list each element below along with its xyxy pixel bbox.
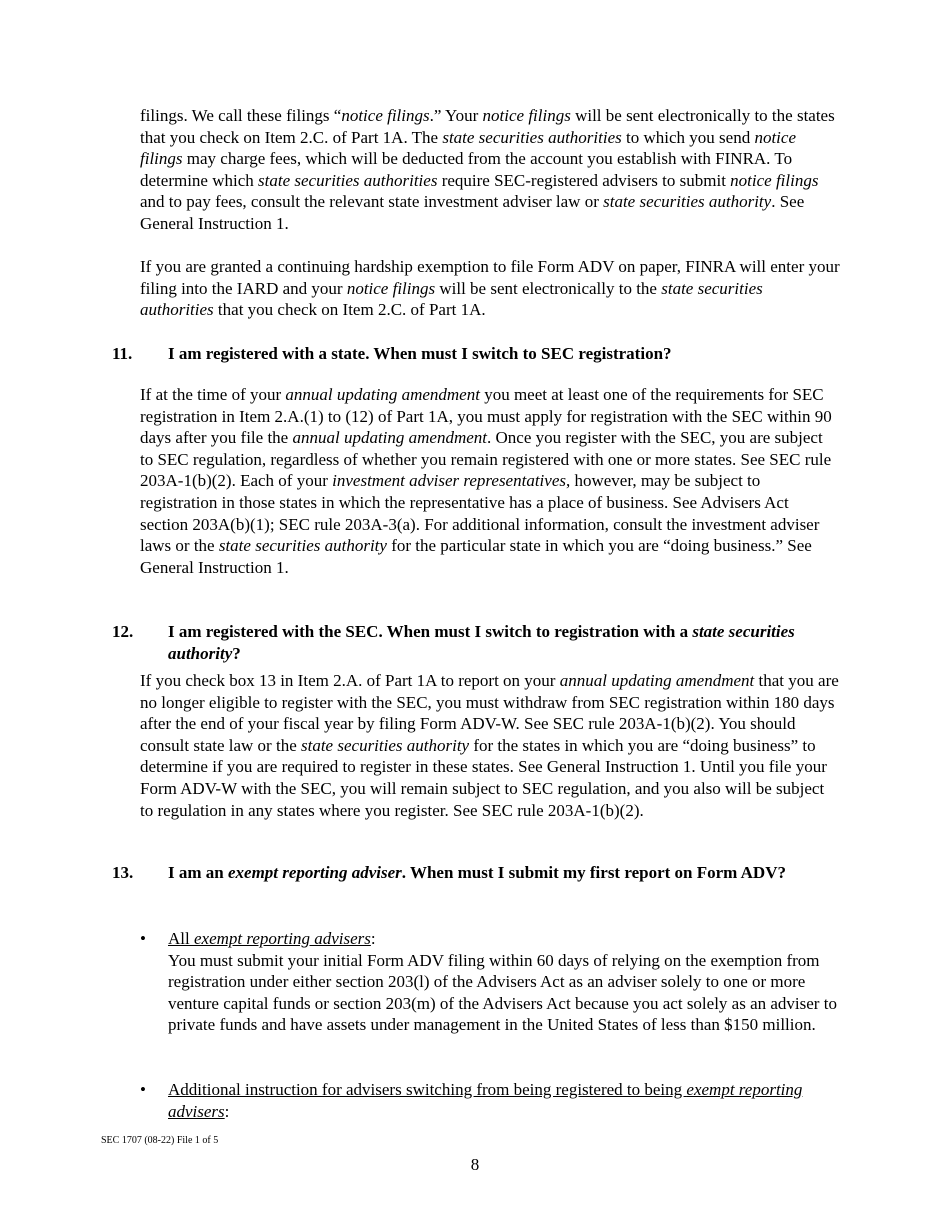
question-title: I am registered with the SEC. When must I switch to registration with a state securities authority?	[168, 622, 795, 663]
question-title: I am registered with a state. When must I switch to SEC registration?	[168, 344, 672, 363]
bullet-heading: Additional instruction for advisers switching from being registered to being exempt reporting advisers:	[168, 1080, 803, 1121]
paragraph-switch-to-state: If you check box 13 in Item 2.A. of Part 1A to report on your annual updating amendment that you are no longer eligible to register with the SEC, you must withdraw from SEC registration within 180 days after the end of your fiscal year by filing Form ADV-W. See SEC rule 203A-1(b)(2). You should consult state law or the state securities authority for the states in which you are “doing business” to determine if you are required to register in these states. See General Instruction 1. Until you file your Form ADV-W with the SEC, you will remain subject to SEC regulation, and you also will be subject to regulation in any states where you register. See SEC rule 203A-1(b)(2).	[140, 671, 839, 820]
page-number: 8	[470, 1155, 480, 1174]
question-title: I am an exempt reporting adviser. When must I submit my first report on Form ADV?	[168, 863, 786, 882]
bullet-icon: •	[140, 929, 146, 948]
bullet-heading: All exempt reporting advisers:	[168, 929, 376, 948]
question-number: 11.	[112, 344, 133, 363]
form-footer: SEC 1707 (08-22) File 1 of 5	[101, 1135, 219, 1146]
paragraph-switch-to-sec: If at the time of your annual updating amendment you meet at least one of the requirements for SEC registration in Item 2.A.(1) to (12) of Part 1A, you must apply for registration with the SEC within 90 days after you file the annual updating amendment. Once you register with the SEC, you are subject to SEC regulation, regardless of whether you remain registered with one or more states. See SEC rule 203A-1(b)(2). Each of your investment adviser representatives, however, may be subject to registration in those states in which the representative has a place of business. See Advisers Act section 203A(b)(1); SEC rule 203A-3(a). For additional information, consult the investment adviser laws or the state securities authority for the particular state in which you are “doing business.” See General Instruction 1.	[140, 385, 832, 577]
paragraph-notice-filings: filings. We call these filings “notice filings.” Your notice filings will be sent electronically to the states that you check on Item 2.C. of Part 1A. The state securities authorities to which you send notice filings may charge fees, which will be deducted from the account you establish with FINRA. To determine which state securities authorities require SEC-registered advisers to submit notice filings and to pay fees, consult the relevant state investment adviser law or state securities authority. See General Instruction 1.	[140, 106, 835, 233]
bullet-content	[168, 1079, 840, 1122]
bullet-body: You must submit your initial Form ADV filing within 60 days of relying on the exemption from registration under either section 203(l) of the Advisers Act as an adviser solely to one or more venture capital funds or section 203(m) of the Advisers Act because you act solely as an adviser to private funds and have assets under management in the United States of less than $150 million.	[168, 950, 837, 1035]
bullet-content	[168, 928, 840, 1036]
question-number: 13.	[112, 863, 134, 882]
question-number: 12.	[112, 622, 134, 641]
bullet-icon: •	[140, 1080, 146, 1099]
paragraph-hardship-exemption: If you are granted a continuing hardship exemption to file Form ADV on paper, FINRA will enter your filing into the IARD and your notice filings will be sent electronically to the state securities authorities that you check on Item 2.C. of Part 1A.	[140, 257, 840, 320]
